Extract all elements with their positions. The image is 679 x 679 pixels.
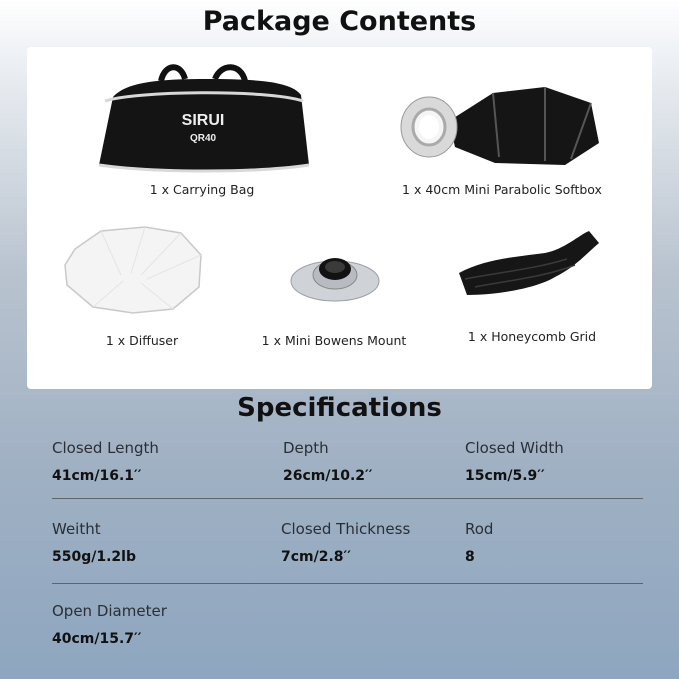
item-label-bowens-mount: 1 x Mini Bowens Mount xyxy=(261,333,407,348)
spec-value: 40cm/15.7′′ xyxy=(52,631,142,647)
package-contents-title: Package Contents xyxy=(202,6,477,37)
spec-label: Depth xyxy=(283,439,329,457)
spec-closed-thickness xyxy=(281,520,410,565)
spec-label: Closed Width xyxy=(465,439,564,457)
spec-label: Open Diameter xyxy=(52,602,167,620)
spec-label: Closed Thickness xyxy=(281,520,411,538)
package-contents-panel xyxy=(27,47,652,389)
item-label-carrying-bag: 1 x Carrying Bag xyxy=(149,182,255,197)
honeycomb-grid-image xyxy=(455,229,603,301)
bowens-mount-image xyxy=(289,245,381,303)
spec-label: Weitht xyxy=(52,520,101,538)
bag-brand-text: SIRUI xyxy=(181,112,225,129)
item-label-diffuser: 1 x Diffuser xyxy=(105,333,179,348)
spec-value: 15cm/5.9′′ xyxy=(465,468,545,484)
diffuser-image xyxy=(61,225,207,315)
spec-open-diameter xyxy=(52,602,167,647)
spec-value: 41cm/16.1′′ xyxy=(52,468,142,484)
spec-depth xyxy=(283,439,372,484)
spec-value: 7cm/2.8′′ xyxy=(281,549,351,565)
parabolic-softbox-image xyxy=(395,81,605,171)
carrying-bag-image xyxy=(95,61,313,175)
spec-divider xyxy=(52,498,643,499)
spec-divider xyxy=(52,583,643,584)
spec-rod xyxy=(465,520,493,565)
spec-label: Rod xyxy=(465,520,494,538)
spec-closed-length xyxy=(52,439,159,484)
item-label-softbox: 1 x 40cm Mini Parabolic Softbox xyxy=(402,182,602,197)
spec-weight xyxy=(52,520,136,565)
spec-label: Closed Length xyxy=(52,439,159,457)
spec-value: 26cm/10.2′′ xyxy=(283,468,373,484)
bag-model-text: QR40 xyxy=(189,133,217,144)
specifications-title: Specifications xyxy=(237,393,442,423)
spec-closed-width xyxy=(465,439,564,484)
item-label-honeycomb-grid: 1 x Honeycomb Grid xyxy=(467,329,597,344)
spec-value: 8 xyxy=(465,549,475,565)
spec-value: 550g/1.2lb xyxy=(52,549,136,565)
